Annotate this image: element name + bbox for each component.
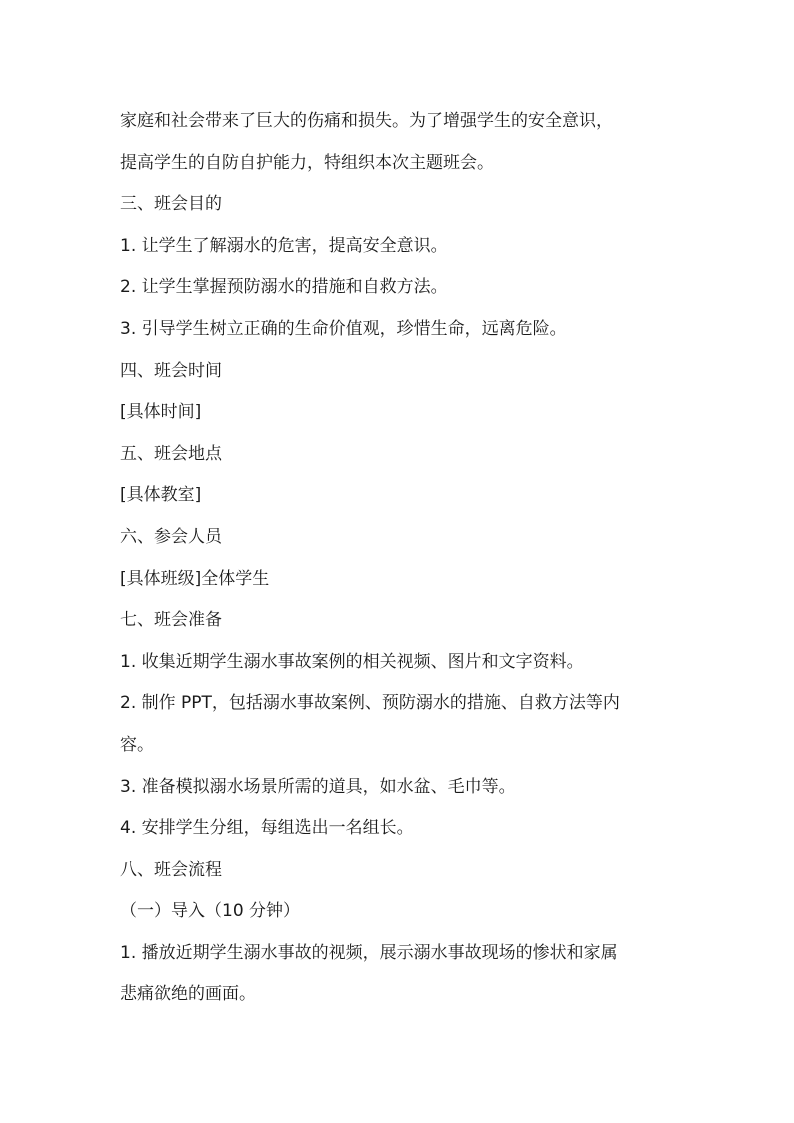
list-item: 1. 让学生了解溺水的危害，提高安全意识。: [120, 235, 448, 256]
paragraph-continuation: 提高学生的自防自护能力，特组织本次主题班会。: [120, 152, 494, 173]
list-item: 3. 引导学生树立正确的生命价值观，珍惜生命，远离危险。: [120, 318, 567, 339]
list-item: 1. 收集近期学生溺水事故案例的相关视频、图片和文字资料。: [120, 651, 584, 672]
section-heading-participants: 六、参会人员: [120, 526, 222, 547]
section-heading-time: 四、班会时间: [120, 360, 222, 381]
placeholder-text: [具体班级]全体学生: [120, 568, 270, 589]
placeholder-text: [具体教室]: [120, 485, 202, 506]
section-heading-purpose: 三、班会目的: [120, 194, 222, 215]
section-heading-location: 五、班会地点: [120, 443, 222, 464]
list-item: 1. 播放近期学生溺水事故的视频，展示溺水事故现场的惨状和家属: [120, 942, 618, 963]
section-heading-preparation: 七、班会准备: [120, 610, 222, 631]
list-item-continuation: 容。: [120, 734, 154, 755]
subsection-heading-intro: （一）导入（10 分钟）: [120, 901, 301, 922]
placeholder-text: [具体时间]: [120, 402, 202, 423]
document-body: [120, 101, 680, 1016]
list-item: 2. 让学生掌握预防溺水的措施和自救方法。: [120, 277, 448, 298]
list-item: 4. 安排学生分组，每组选出一名组长。: [120, 818, 414, 839]
list-item: 3. 准备模拟溺水场景所需的道具，如水盆、毛巾等。: [120, 776, 516, 797]
section-heading-process: 八、班会流程: [120, 859, 222, 880]
paragraph-continuation: 家庭和社会带来了巨大的伤痛和损失。为了增强学生的安全意识，: [120, 111, 613, 131]
list-item-continuation: 悲痛欲绝的画面。: [120, 984, 256, 1005]
list-item: 2. 制作 PPT，包括溺水事故案例、预防溺水的措施、自救方法等内: [120, 693, 620, 714]
